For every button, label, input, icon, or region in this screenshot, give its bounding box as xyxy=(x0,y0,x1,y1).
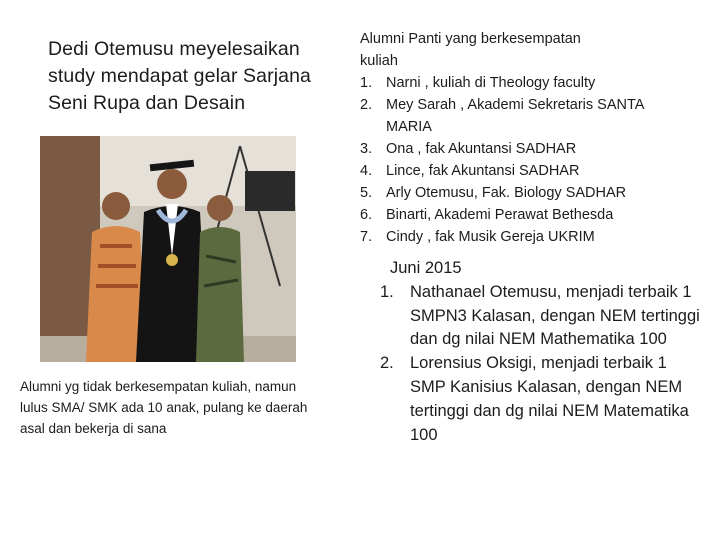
news-list xyxy=(380,281,700,448)
bottom-note xyxy=(20,376,380,439)
list-item-text: Nathanael Otemusu, menjadi terbaik 1 SMPN3 Kalasan, dengan NEM tertinggi dan dg nilai NEM Mathematika 100 xyxy=(410,282,700,349)
list-item-number: 4. xyxy=(360,163,373,179)
news-heading: Juni 2015 xyxy=(390,259,462,277)
title-line-2: study mendapat gelar Sarjana xyxy=(48,65,311,87)
list-item xyxy=(360,138,690,160)
graduation-photo-illustration xyxy=(40,136,296,362)
list-item xyxy=(360,160,690,182)
list-item xyxy=(360,204,690,226)
list-item-number: 2. xyxy=(360,97,373,113)
list-item-text: Ona , fak Akuntansi SADHAR xyxy=(386,141,577,157)
bottom-note-line-2: lulus SMA/ SMK ada 10 anak, pulang ke daerah xyxy=(20,400,308,415)
list-item-text: Lince, fak Akuntansi SADHAR xyxy=(386,163,580,179)
alumni-heading-line-2: kuliah xyxy=(360,53,398,69)
title-line-1: Dedi Otemusu meyelesaikan xyxy=(48,38,300,60)
list-item xyxy=(360,182,690,204)
list-item xyxy=(360,72,690,94)
list-item-text: Mey Sarah , Akademi Sekretaris SANTA MARIA xyxy=(386,97,644,135)
list-item-text: Cindy , fak Musik Gereja UKRIM xyxy=(386,229,595,245)
list-item-number: 5. xyxy=(360,185,373,201)
alumni-list-section xyxy=(360,28,690,248)
list-item-number: 2. xyxy=(380,354,394,373)
achievement-news-section xyxy=(380,257,700,447)
list-item xyxy=(360,226,690,248)
list-item xyxy=(360,94,690,138)
list-item-text: Arly Otemusu, Fak. Biology SADHAR xyxy=(386,185,627,201)
list-item-number: 6. xyxy=(360,207,373,223)
page-title xyxy=(48,36,348,117)
list-item-number: 3. xyxy=(360,141,373,157)
alumni-list xyxy=(360,72,690,248)
list-item-text: Binarti, Akademi Perawat Bethesda xyxy=(386,207,614,223)
bottom-note-line-3: asal dan bekerja di sana xyxy=(20,421,167,436)
title-line-3: Seni Rupa dan Desain xyxy=(48,92,246,114)
bottom-note-line-1: Alumni yg tidak berkesempatan kuliah, namun xyxy=(20,379,297,394)
alumni-heading-line-1: Alumni Panti yang berkesempatan xyxy=(360,31,581,47)
list-item-text: Lorensius Oksigi, menjadi terbaik 1 SMP Kanisius Kalasan, dengan NEM tertinggi dan dg nilai NEM Matematika 100 xyxy=(410,354,689,444)
graduation-photo xyxy=(40,136,296,362)
list-item xyxy=(380,281,700,352)
list-item-number: 7. xyxy=(360,229,373,245)
list-item-number: 1. xyxy=(360,75,373,91)
list-item-number: 1. xyxy=(380,282,394,301)
list-item xyxy=(380,352,700,447)
list-item-text: Narni , kuliah di Theology faculty xyxy=(386,75,596,91)
